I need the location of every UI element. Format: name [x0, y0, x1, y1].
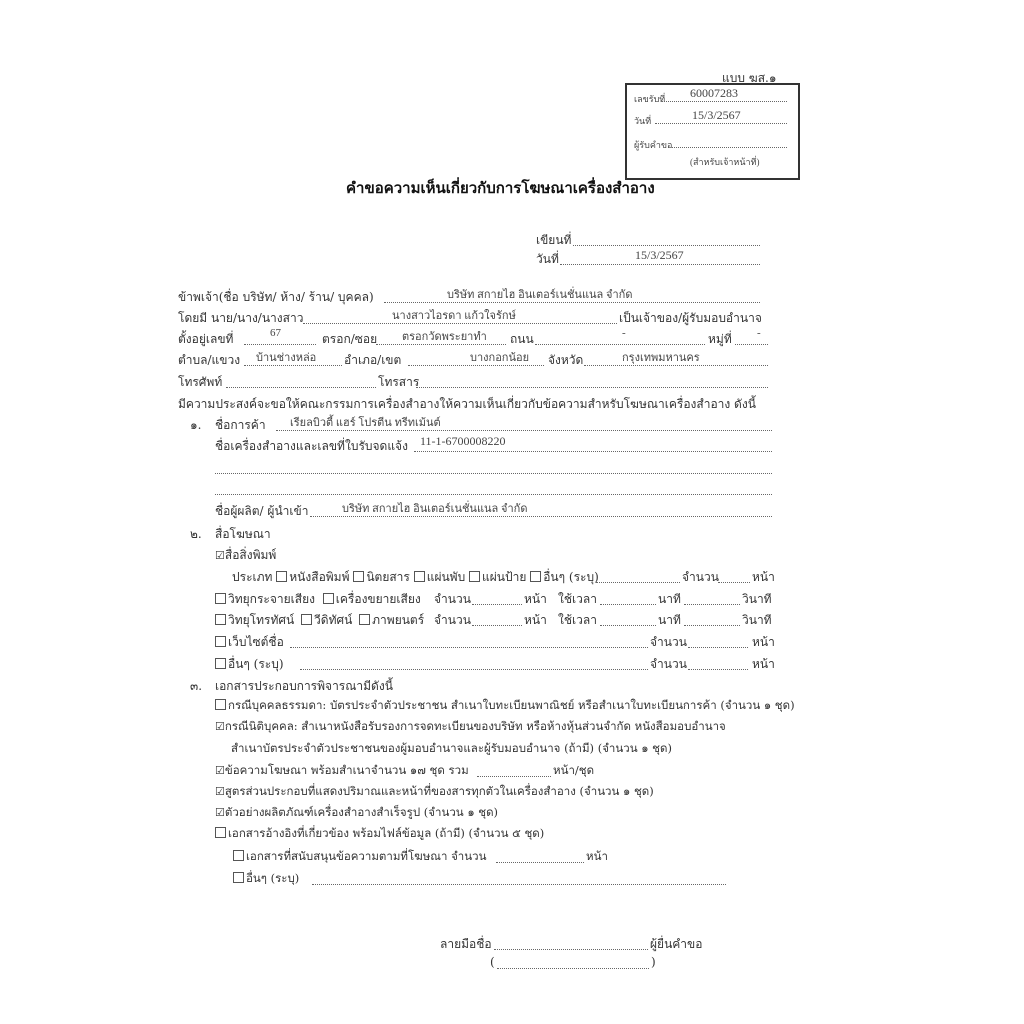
tv-amount-label: จำนวน	[434, 613, 471, 627]
tv-label: วิทยุโทรทัศน์	[228, 613, 295, 627]
cosmetic-name-label: ชื่อเครื่องสำอางและเลขที่ใบรับจดแจ้ง	[215, 439, 408, 453]
receiver-label: ผู้รับคำขอ	[634, 140, 673, 150]
website-checkbox[interactable]	[215, 636, 226, 647]
road-value: -	[622, 327, 626, 339]
trade-name-value: เรียลบิวตี้ แฮร์ โปรตีน ทรีทเม้นต์	[290, 417, 441, 429]
sample-text: ตัวอย่างผลิตภัณฑ์เครื่องสำอางสำเร็จรูป (จำนวน ๑ ชุด)	[224, 805, 499, 819]
tv-checkbox[interactable]	[215, 614, 226, 625]
cosmetic-notification-number: 11-1-6700008220	[420, 434, 506, 448]
other-doc-item	[233, 870, 299, 888]
printed-name-line[interactable]	[497, 968, 649, 969]
person-name: นางสาวไอรดา แก้วใจรักษ์	[392, 310, 516, 322]
other-media-checkbox[interactable]	[215, 658, 226, 669]
name-close-paren: )	[651, 955, 656, 969]
address-number: 67	[270, 327, 281, 339]
date-label: วันที่	[536, 252, 559, 266]
radio-page-unit: หน้า	[524, 592, 547, 606]
print-amount-label: จำนวน	[682, 570, 719, 584]
tv-duration-label: ใช้เวลา	[558, 613, 597, 627]
road-label: ถนน	[510, 332, 534, 346]
written-at-label: เขียนที่	[536, 233, 572, 247]
other-doc-text: อื่นๆ (ระบุ)	[246, 871, 300, 885]
receipt-label: เลขรับที่	[634, 94, 666, 104]
support-doc-item	[233, 848, 486, 866]
media-heading: สื่อโฆษณา	[215, 527, 271, 541]
tv-minute-unit: นาที	[658, 613, 681, 627]
newspaper-checkbox[interactable]	[276, 571, 287, 582]
reference-item	[215, 825, 544, 843]
juristic-person-checkbox[interactable]: ☑	[215, 720, 225, 733]
other-print-checkbox[interactable]	[530, 571, 541, 582]
video-checkbox[interactable]	[301, 614, 312, 625]
leaflet-label: แผ่นพับ	[426, 570, 466, 584]
blank-line	[215, 494, 772, 495]
documents-heading: เอกสารประกอบการพิจารณามีดังนี้	[215, 679, 393, 693]
name-open-paren: (	[490, 955, 495, 969]
natural-person-text: กรณีบุคคลธรรมดา: บัตรประจำตัวประชาชน สำเนาใบทะเบียนพาณิชย์ หรือสำเนาใบทะเบียนการค้า (จำนวน ๑ ชุด)	[228, 698, 795, 712]
support-doc-unit: หน้า	[586, 849, 608, 863]
video-label: วีดิทัศน์	[314, 613, 353, 627]
address-label: ตั้งอยู่เลขที่	[178, 332, 234, 346]
maker-label: ชื่อผู้ผลิต/ ผู้นำเข้า	[215, 504, 309, 518]
alley-value: ตรอกวัดพระยาทำ	[402, 331, 487, 343]
reference-checkbox[interactable]	[215, 827, 226, 838]
print-page-unit: หน้า	[752, 570, 775, 584]
movie-label: ภาพยนตร์	[372, 613, 425, 627]
subdistrict-value: บ้านช่างหล่อ	[256, 352, 317, 364]
section2-number: ๒.	[190, 527, 202, 541]
moo-label: หมู่ที่	[708, 332, 732, 346]
form-code: แบบ ฆส.๑	[722, 71, 777, 85]
radio-amount-label: จำนวน	[434, 592, 471, 606]
district-label: อำเภอ/เขต	[344, 353, 402, 367]
blank-line	[215, 473, 772, 474]
print-type-label: ประเภท	[232, 570, 273, 584]
district-value: บางกอกน้อย	[470, 352, 530, 364]
tv-second-unit: วินาที	[742, 613, 772, 627]
purpose-text: มีความประสงค์จะขอให้คณะกรรมการเครื่องสำอางให้ความเห็นเกี่ยวกับข้อความสำหรับโฆษณาเครื่องสำอาง ดังนี้	[178, 397, 756, 411]
ad-text-item	[215, 762, 469, 780]
tv-page-unit: หน้า	[524, 613, 547, 627]
sample-checkbox[interactable]: ☑	[215, 806, 225, 819]
poster-label: แผ่นป้าย	[482, 570, 527, 584]
moo-value: -	[757, 327, 761, 339]
leaflet-checkbox[interactable]	[414, 571, 425, 582]
other-page-unit: หน้า	[752, 657, 775, 671]
applicant-label: ข้าพเจ้า(ชื่อ บริษัท/ ห้าง/ ร้าน/ บุคคล)	[178, 290, 374, 304]
newspaper-label: หนังสือพิมพ์	[289, 570, 350, 584]
radio-label: วิทยุกระจายเสียง	[228, 592, 315, 606]
date-value: 15/3/2567	[635, 248, 684, 262]
natural-person-checkbox[interactable]	[215, 699, 226, 710]
magazine-label: นิตยสาร	[366, 570, 410, 584]
applicant-signer-label: ผู้ยื่นคำขอ	[650, 937, 703, 951]
ad-text-unit: หน้า/ชุด	[553, 763, 595, 777]
office-date-value: 15/3/2567	[692, 108, 741, 122]
fax-label: โทรสาร	[378, 375, 420, 389]
print-type-row	[232, 568, 599, 587]
other-media-label: อื่นๆ (ระบุ)	[228, 657, 284, 671]
alley-label: ตรอก/ซอย	[322, 332, 378, 346]
signature-label: ลายมือชื่อ	[440, 937, 492, 951]
website-row	[215, 633, 284, 652]
other-amount-label: จำนวน	[650, 657, 687, 671]
poster-checkbox[interactable]	[469, 571, 480, 582]
signature-line[interactable]	[494, 949, 648, 950]
radio-minute-unit: นาที	[658, 592, 681, 606]
company-name: บริษัท สกายไฮ อินเตอร์เนชั่นแนล จำกัด	[447, 289, 633, 301]
juristic-person-item	[215, 718, 726, 736]
movie-checkbox[interactable]	[359, 614, 370, 625]
magazine-checkbox[interactable]	[353, 571, 364, 582]
ad-text-checkbox[interactable]: ☑	[215, 764, 225, 777]
province-label: จังหวัด	[548, 353, 584, 367]
support-doc-text: เอกสารที่สนับสนุนข้อความตามที่โฆษณา จำนวน	[246, 849, 487, 863]
natural-person-item	[215, 697, 795, 715]
phone-label: โทรศัพท์	[178, 375, 223, 389]
speaker-checkbox[interactable]	[323, 593, 334, 604]
print-media-label: สื่อสิ่งพิมพ์	[224, 548, 277, 562]
juristic-person-text-2: สำเนาบัตรประจำตัวประชาชนของผู้มอบอำนาจและผู้รับมอบอำนาจ (ถ้ามี) (จำนวน ๑ ชุด)	[231, 741, 672, 755]
formula-item	[215, 783, 654, 801]
other-media-row	[215, 655, 284, 674]
formula-checkbox[interactable]: ☑	[215, 785, 225, 798]
formula-text: สูตรส่วนประกอบที่แสดงปริมาณและหน้าที่ของสารทุกตัวในเครื่องสำอาง (จำนวน ๑ ชุด)	[224, 784, 654, 798]
tv-row	[215, 611, 424, 630]
section3-number: ๓.	[190, 679, 203, 693]
other-print-label: อื่นๆ (ระบุ)	[543, 570, 599, 584]
radio-row	[215, 590, 421, 609]
by-label: โดยมี นาย/นาง/นางสาว	[178, 311, 304, 325]
radio-second-unit: วินาที	[742, 592, 772, 606]
website-amount-label: จำนวน	[650, 635, 687, 649]
website-label: เว็บไซต์ชื่อ	[228, 635, 284, 649]
subdistrict-label: ตำบล/แขวง	[178, 353, 241, 367]
section1-number: ๑.	[190, 418, 202, 432]
website-page-unit: หน้า	[752, 635, 775, 649]
radio-duration-label: ใช้เวลา	[558, 592, 597, 606]
sample-item	[215, 804, 498, 822]
owner-label: เป็นเจ้าของ/ผู้รับมอบอำนาจ	[619, 311, 762, 325]
office-date-label: วันที่	[634, 116, 652, 126]
trade-name-label: ชื่อการค้า	[215, 418, 266, 432]
print-media-option[interactable]	[215, 546, 276, 565]
support-doc-checkbox[interactable]	[233, 850, 244, 861]
page-title: คำขอความเห็นเกี่ยวกับการโฆษณาเครื่องสำอาง	[346, 179, 655, 197]
province-value: กรุงเทพมหานคร	[622, 352, 700, 364]
radio-checkbox[interactable]	[215, 593, 226, 604]
maker-value: บริษัท สกายไฮ อินเตอร์เนชั่นแนล จำกัด	[342, 503, 528, 515]
speaker-label: เครื่องขยายเสียง	[335, 592, 421, 606]
receipt-number: 60007283	[690, 86, 738, 100]
reference-text: เอกสารอ้างอิงที่เกี่ยวข้อง พร้อมไฟล์ข้อมูล (ถ้ามี) (จำนวน ๕ ชุด)	[228, 826, 545, 840]
juristic-person-text: กรณีนิติบุคคล: สำเนาหนังสือรับรองการจดทะเบียนของบริษัท หรือห้างหุ้นส่วนจำกัด หนังสือมอบอำนาจ	[224, 719, 726, 733]
other-doc-checkbox[interactable]	[233, 872, 244, 883]
officer-note: (สำหรับเจ้าหน้าที่)	[690, 157, 760, 167]
print-media-checkbox[interactable]: ☑	[215, 549, 225, 562]
ad-text-label: ข้อความโฆษณา พร้อมสำเนาจำนวน ๑๗ ชุด รวม	[224, 763, 469, 777]
